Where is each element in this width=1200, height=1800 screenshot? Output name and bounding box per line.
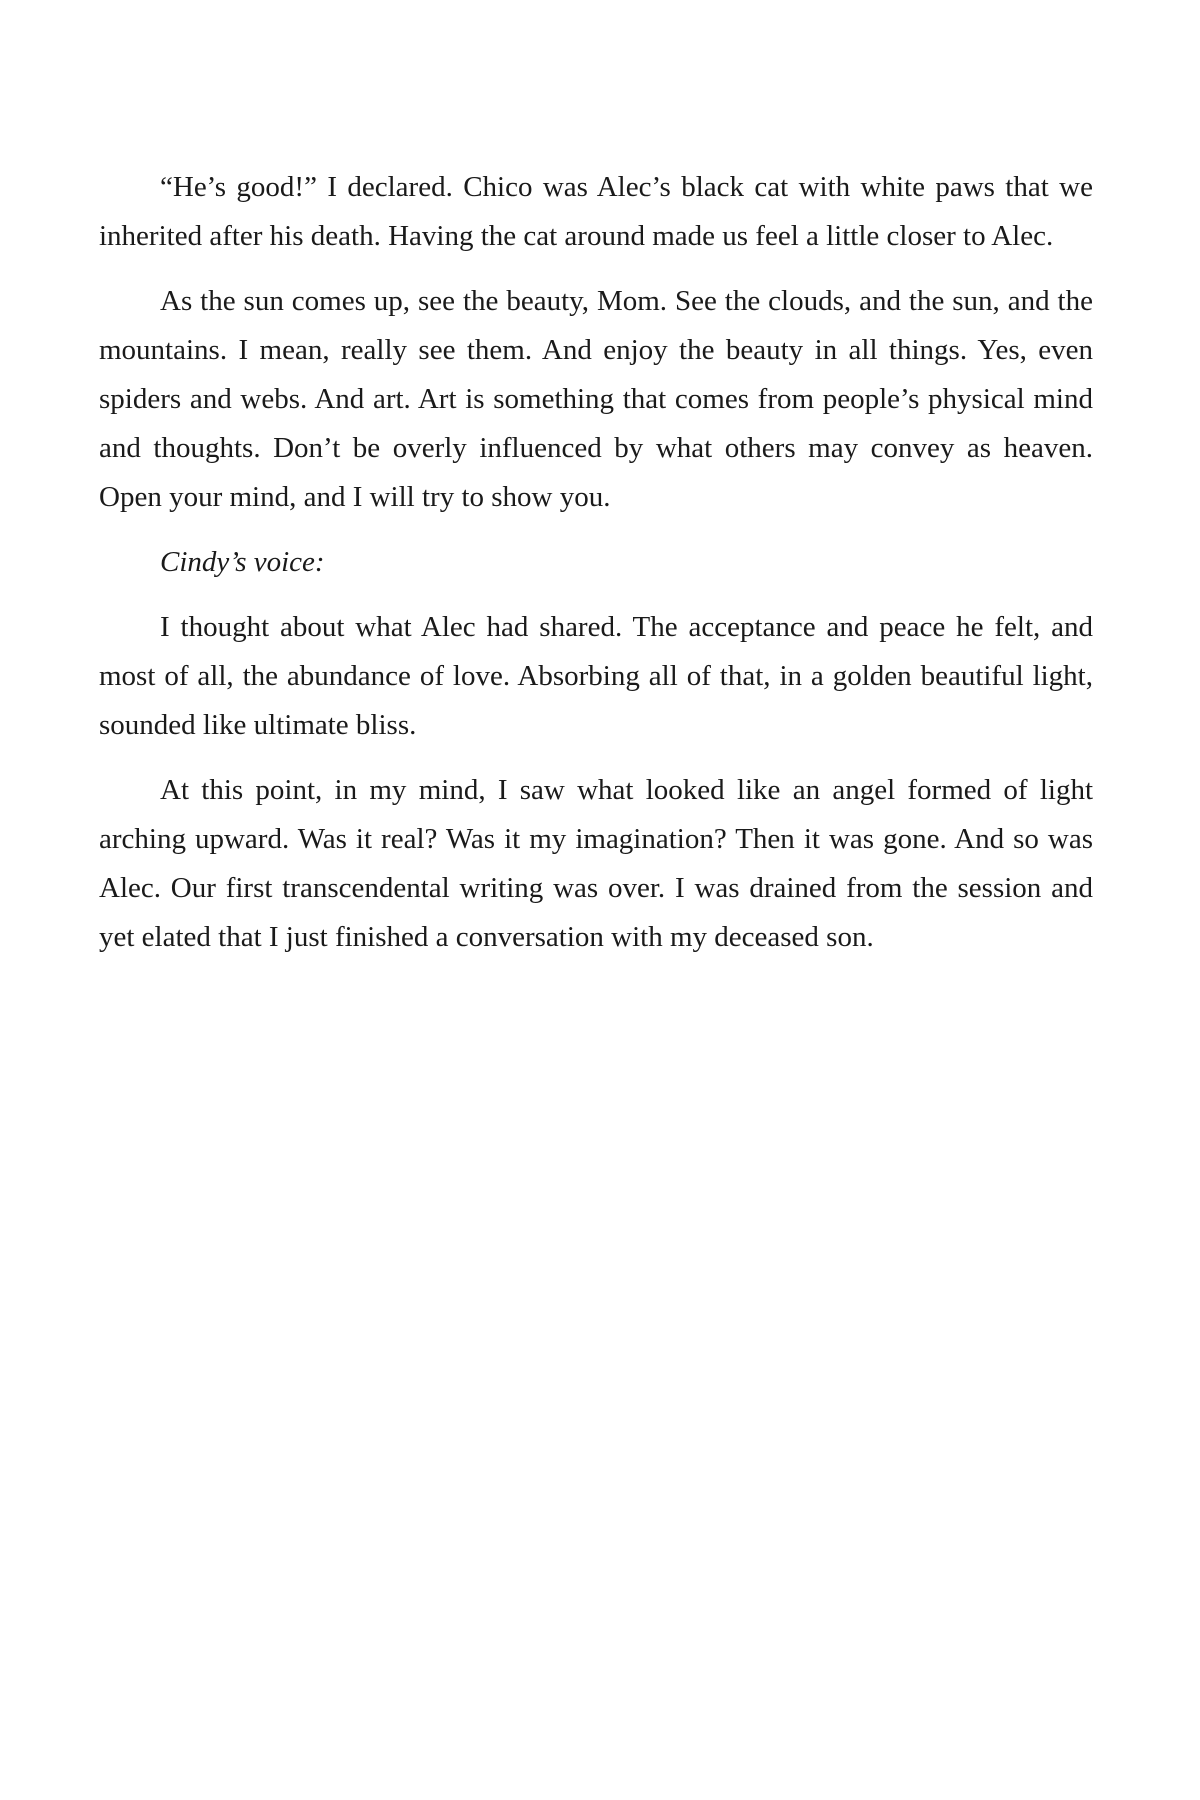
paragraph-sun-beauty: As the sun comes up, see the beauty, Mom. See the clouds, and the sun, and the mountains. I mean, really see them. And enjoy the beauty in all things. Yes, even spiders and webs. And art. Art is something that comes from people’s physical mind and thoughts. Don’t be overly influenced by what others may convey as heaven. Open your mind, and I will try to show you.: [99, 285, 1093, 513]
paragraph-acceptance: I thought about what Alec had shared. The acceptance and peace he felt, and most of all, the abundance of love. Absorbing all of that, in a golden beautiful light, sounded like ultimate bliss.: [99, 611, 1093, 741]
book-page: [99, 163, 1093, 978]
speaker-heading: Cindy’s voice:: [160, 546, 325, 578]
paragraph-angel: At this point, in my mind, I saw what looked like an angel formed of light arching upward. Was it real? Was it my imagination? Then it was gone. And so was Alec. Our first transcendental writing was over. I was drained from the session and yet elated that I just finished a conversation with my deceased son.: [99, 774, 1093, 953]
paragraph-chico: “He’s good!” I declared. Chico was Alec’s black cat with white paws that we inherited after his death. Having the cat around made us feel a little closer to Alec.: [99, 171, 1093, 252]
